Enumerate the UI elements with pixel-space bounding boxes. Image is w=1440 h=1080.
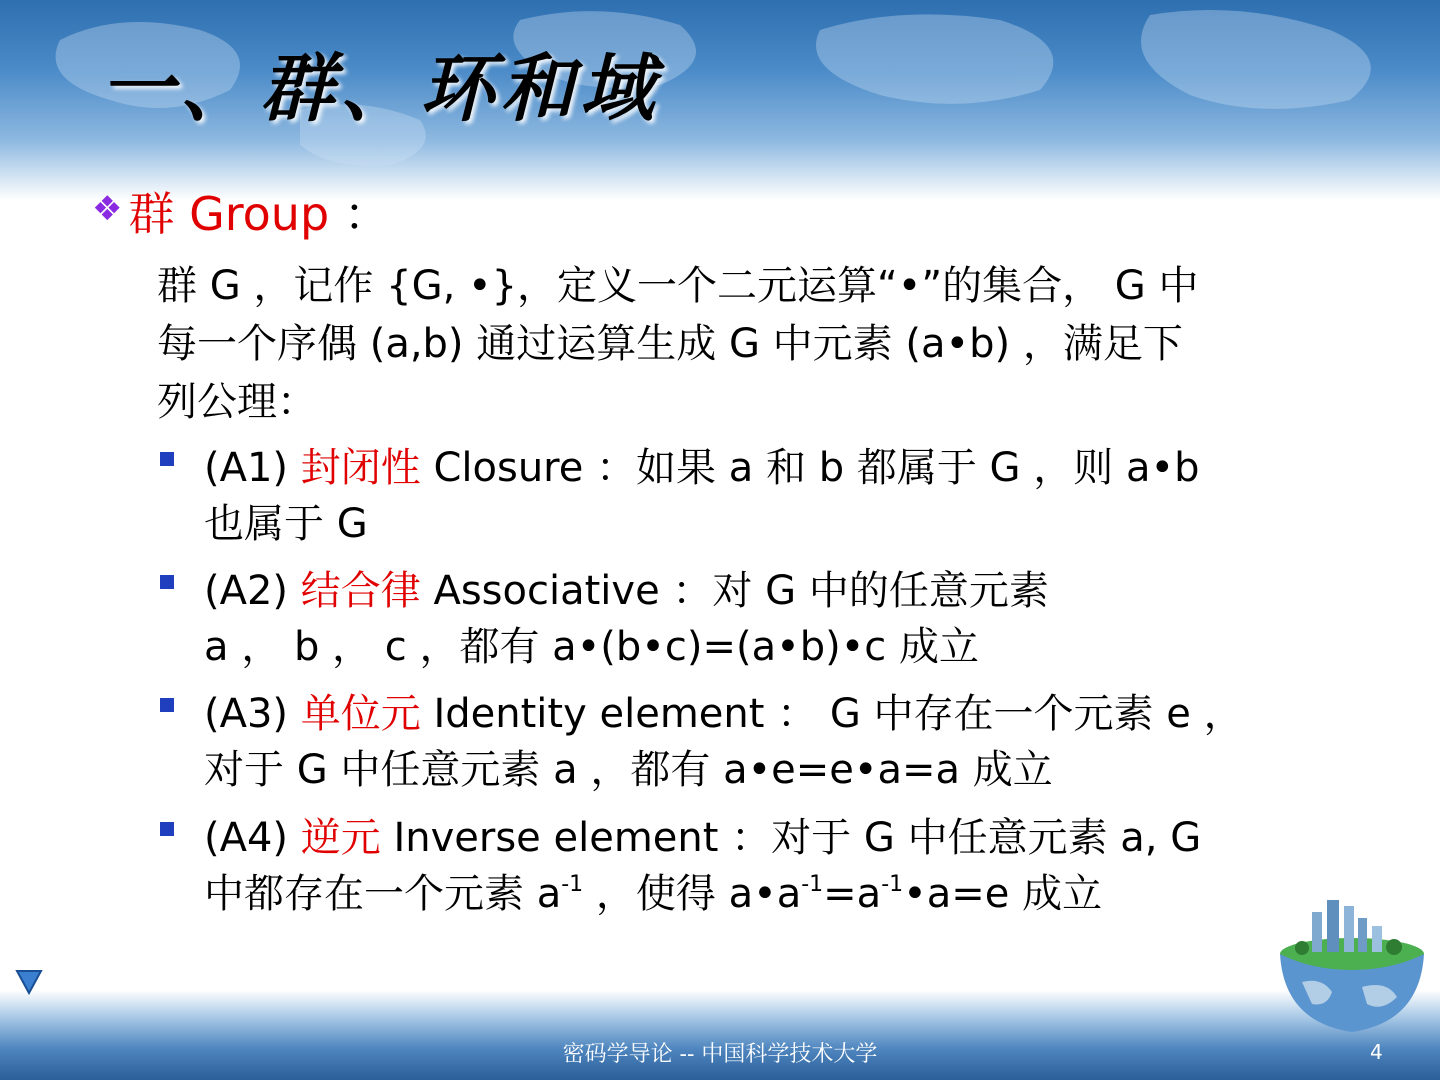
axiom-item-a1 [160,440,1360,552]
page-number: 4 [1370,1040,1383,1064]
definition-line: 群 G ，记作 {G, •}，定义一个二元运算“•”的集合， G 中 [157,263,1199,309]
axiom-text: •a=e 成立 [903,871,1103,917]
axiom-name-cn: 单位元 [300,691,421,737]
axiom-description: Identity element ： G 中存在一个元素 e ， [420,691,1244,737]
axiom-text: ，使得 a•a [583,871,802,917]
axiom-item-a3 [160,686,1360,798]
down-triangle-icon[interactable] [14,966,44,996]
axiom-description: Closure ：如果 a 和 b 都属于 G ，则 a•b [420,445,1200,491]
axiom-description: Associative ：对 G 中的任意元素 [420,568,1049,614]
axiom-description-cont [160,866,1360,922]
axiom-item-a2 [160,563,1360,675]
axiom-name-cn: 结合律 [300,568,421,614]
globe-city-icon [1272,892,1432,1042]
axiom-description-cont: 也属于 G [204,501,368,547]
superscript: -1 [801,872,824,897]
axiom-code: (A2) [204,568,301,614]
footer-text: 密码学导论 -- 中国科学技术大学 [562,1042,878,1067]
definition-line: 列公理： [157,379,317,425]
definition-line: 每一个序偶 (a,b) 通过运算生成 G 中元素 (a•b) ，满足下 [157,321,1183,367]
axiom-text: 中都存在一个元素 a [204,871,562,917]
axiom-code: (A1) [204,445,301,491]
diamond-bullet-icon: ❖ [92,189,123,229]
heading-label-cn: 群 [128,187,175,241]
axiom-item-a4 [160,810,1360,922]
heading-group [92,178,390,244]
definition-paragraph [157,257,1357,431]
slide-title: 一、群、环和域 [100,46,660,132]
heading-colon: ： [329,187,390,241]
axiom-code: (A4) [204,815,301,861]
superscript: -1 [561,872,584,897]
axiom-description-cont: 对于 G 中任意元素 a ，都有 a•e=e•a=a 成立 [204,747,1053,793]
square-bullet-icon [160,822,174,836]
axiom-code: (A3) [204,691,301,737]
axiom-description-cont: a ， b ， c ，都有 a•(b•c)=(a•b)•c 成立 [204,624,979,670]
axiom-name-cn: 逆元 [300,815,381,861]
axiom-text: =a [823,871,882,917]
heading-label-en: Group [174,187,330,241]
axiom-name-cn: 封闭性 [300,445,421,491]
axiom-description: Inverse element ：对于 G 中任意元素 a, G [380,815,1202,861]
square-bullet-icon [160,698,174,712]
square-bullet-icon [160,575,174,589]
superscript: -1 [881,872,904,897]
square-bullet-icon [160,452,174,466]
